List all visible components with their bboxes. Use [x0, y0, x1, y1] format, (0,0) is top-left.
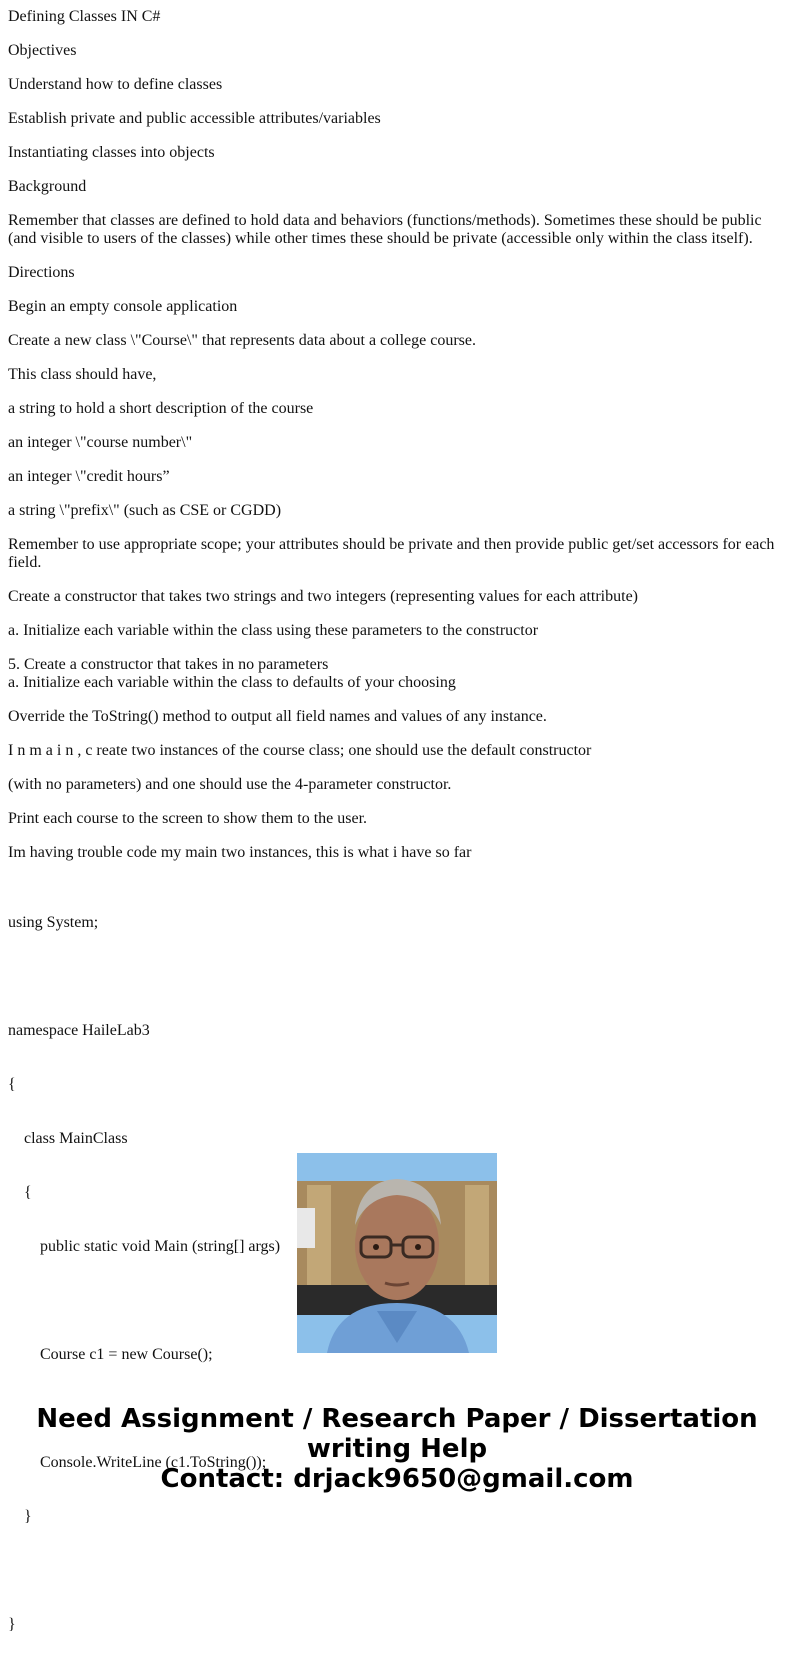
code-line: { — [8, 1184, 32, 1201]
objectives-heading: Objectives — [8, 42, 77, 59]
background-heading: Background — [8, 178, 87, 195]
code-line — [8, 1562, 786, 1580]
code-line: { — [8, 1076, 16, 1093]
author-avatar — [297, 1153, 497, 1353]
code-line: Course c1 = new Course(); — [8, 1346, 213, 1363]
promo-line-2: writing Help — [306, 1434, 488, 1464]
direction-item: a. Initialize each variable within the class using these parameters to the constructor — [8, 622, 539, 639]
directions-heading: Directions — [8, 264, 75, 281]
direction-item: a. Initialize each variable within the class to defaults of your choosing — [8, 674, 456, 691]
promo-line-1: Need Assignment / Research Paper / Dissertation — [36, 1404, 758, 1434]
direction-item: Remember to use appropriate scope; your attributes should be private and then provide public get/set accessors for each field. — [8, 536, 779, 571]
direction-item: an integer \"credit hours” — [8, 468, 170, 485]
objective-item: Understand how to define classes — [8, 76, 223, 93]
code-line: } — [8, 1616, 16, 1633]
promo-contact-email[interactable]: Contact: drjack9650@gmail.com — [160, 1464, 634, 1494]
direction-item: Print each course to the screen to show them to the user. — [8, 810, 368, 827]
direction-item: This class should have, — [8, 366, 157, 383]
code-line: Console.WriteLine (c1.ToString()); — [8, 1454, 267, 1471]
objective-item: Establish private and public accessible attributes/variables — [8, 110, 381, 127]
question-text: Im having trouble code my main two instances, this is what i have so far — [8, 844, 472, 861]
direction-item: 5. Create a constructor that takes in no parameters — [8, 656, 329, 673]
direction-item: a string to hold a short description of the course — [8, 400, 314, 417]
promo-banner — [0, 1404, 794, 1494]
code-line: namespace HaileLab3 — [8, 1022, 150, 1039]
direction-item: Create a new class \"Course\" that represents data about a college course. — [8, 332, 476, 349]
code-line: using System; — [8, 914, 99, 931]
code-line: class MainClass — [8, 1130, 128, 1147]
direction-item: I n m a i n , c reate two instances of the course class; one should use the default constructor — [8, 742, 592, 759]
code-line — [8, 968, 786, 986]
document-title: Defining Classes IN C# — [8, 8, 161, 25]
objective-item: Instantiating classes into objects — [8, 144, 215, 161]
code-line: } — [8, 1508, 32, 1525]
code-line: public static void Main (string[] args) — [8, 1238, 281, 1255]
direction-item: Override the ToString() method to output all field names and values of any instance. — [8, 708, 547, 725]
direction-item: (with no parameters) and one should use the 4-parameter constructor. — [8, 776, 452, 793]
direction-item: Begin an empty console application — [8, 298, 238, 315]
background-text: Remember that classes are defined to hold data and behaviors (functions/methods). Sometimes these should be public (and visible to users of the classes) while other times these should be private (accessible only within the class itself). — [8, 212, 766, 247]
direction-item: a string \"prefix\" (such as CSE or CGDD) — [8, 502, 282, 519]
direction-item: Create a constructor that takes two strings and two integers (representing values for each attribute) — [8, 588, 638, 605]
direction-item: an integer \"course number\" — [8, 434, 193, 451]
person-photo-icon — [297, 1153, 497, 1353]
